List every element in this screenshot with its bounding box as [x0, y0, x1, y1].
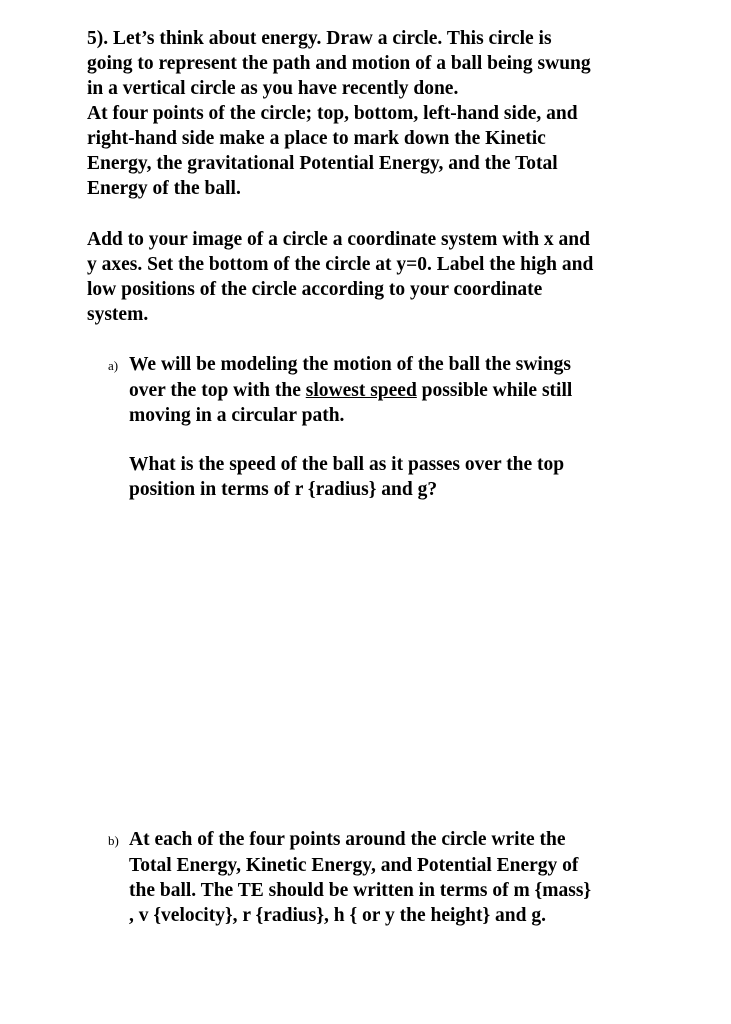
- part-a-item: [108, 352, 668, 428]
- coord-line: low positions of the circle according to your coordinate: [87, 279, 543, 300]
- intro-line: 5). Let’s think about energy. Draw a circle. This circle is: [87, 28, 552, 49]
- part-a-line2-after: possible while still: [416, 380, 573, 401]
- part-b-line4: , v {velocity}, r {radius}, h { or y the height} and g.: [129, 905, 546, 926]
- slowest-speed-emphasis: slowest speed: [305, 380, 417, 401]
- coord-line: system.: [87, 304, 149, 325]
- coord-line: Add to your image of a circle a coordinate system with x and: [87, 229, 590, 250]
- coordinate-system-paragraph: [87, 227, 667, 327]
- part-a-first-line: [108, 354, 571, 375]
- problem-intro-paragraph: [87, 26, 667, 201]
- part-b-line1: At each of the four points around the circle write the: [129, 829, 566, 850]
- question-line: What is the speed of the ball as it passes over the top: [129, 454, 565, 475]
- intro-line: Energy, the gravitational Potential Energy, and the Total: [87, 153, 558, 174]
- part-b-line2: Total Energy, Kinetic Energy, and Potential Energy of: [129, 855, 579, 876]
- part-a-line3: moving in a circular path.: [129, 405, 345, 426]
- intro-line: Energy of the ball.: [87, 178, 241, 199]
- question-line: position in terms of r {radius} and g?: [129, 479, 438, 500]
- part-b-line3: the ball. The TE should be written in terms of m {mass}: [129, 880, 592, 901]
- part-a-marker: a): [108, 358, 119, 373]
- part-b-item: [108, 827, 668, 928]
- intro-line: in a vertical circle as you have recently done.: [87, 78, 459, 99]
- intro-line: right-hand side make a place to mark down the Kinetic: [87, 128, 546, 149]
- intro-line: At four points of the circle; top, bottom, left-hand side, and: [87, 103, 578, 124]
- part-a-line2-before: over the top with the: [129, 380, 306, 401]
- part-a-line1: We will be modeling the motion of the ball the swings: [129, 354, 572, 375]
- part-a-question: [129, 452, 564, 502]
- part-b-first-line: [108, 829, 566, 850]
- part-b-marker: b): [108, 833, 119, 848]
- coord-line: y axes. Set the bottom of the circle at y=0. Label the high and: [87, 254, 594, 275]
- intro-line: going to represent the path and motion of a ball being swung: [87, 53, 591, 74]
- part-a-line2: [108, 378, 668, 403]
